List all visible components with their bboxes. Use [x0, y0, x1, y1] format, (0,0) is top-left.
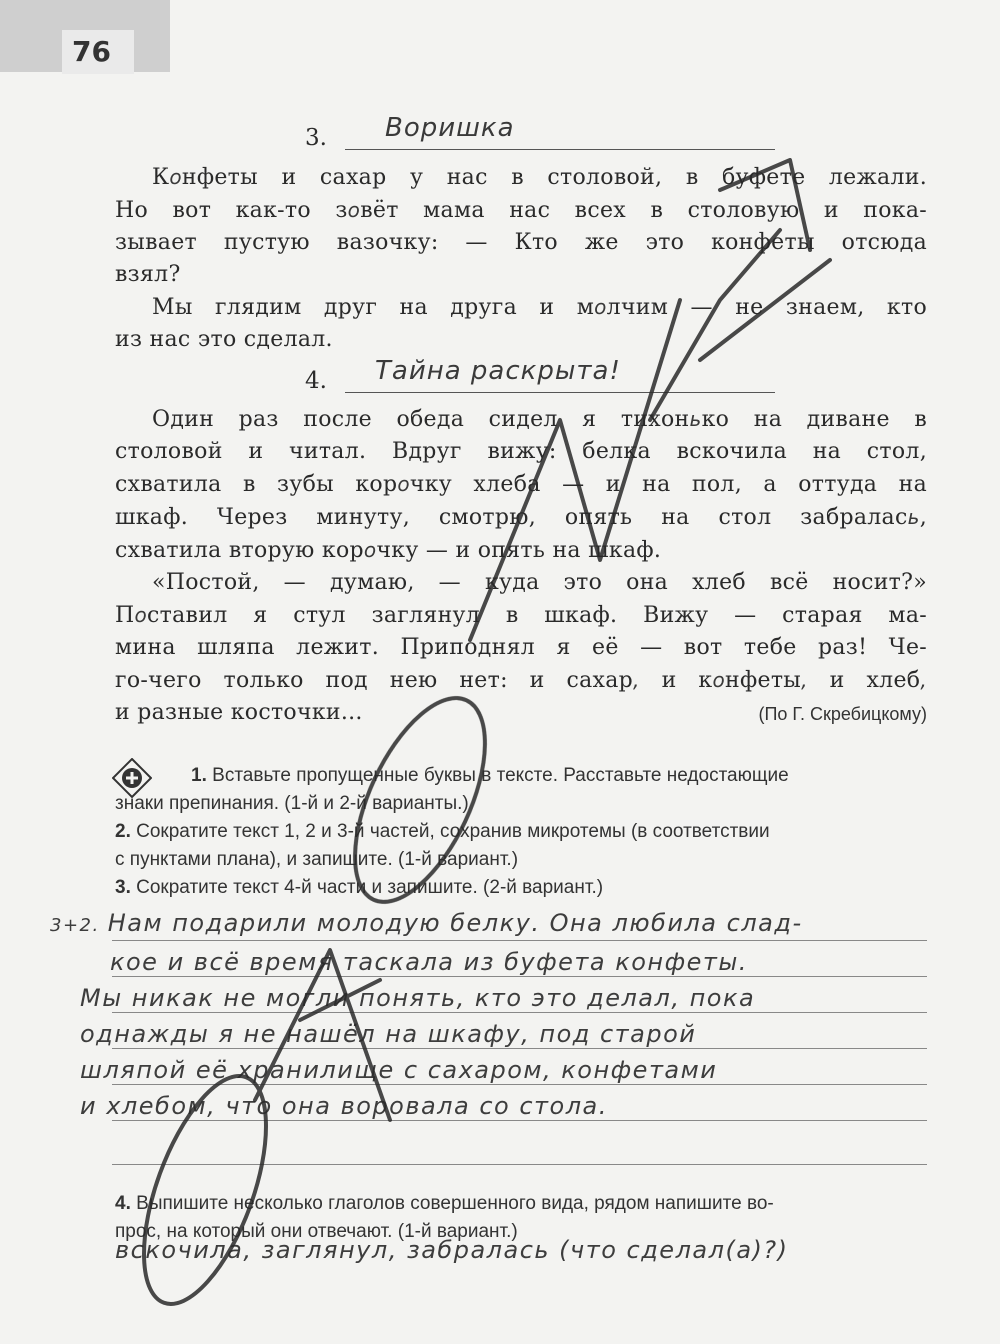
section-4-title-rule — [345, 392, 775, 393]
section-4-text — [115, 403, 927, 729]
handwritten-line: однажды я не нашёл на шкафу, под старой — [80, 1020, 697, 1048]
section-3-heading — [305, 113, 775, 155]
text-line: схватила в зубы корочку хлеба — и на пол, а оттуда на — [115, 472, 927, 497]
handwritten-task4-answer: вскочила, заглянул, забралась (что сделал(а)?) — [115, 1236, 789, 1264]
text-line: Но вот как-то зовёт мама нас всех в столовую и пока- — [115, 198, 927, 223]
section-3-number: 3. — [305, 125, 327, 151]
inserted-comma: , — [920, 668, 927, 692]
task-2: 2. Сократите текст 1, 2 и 3-й частей, сохранив микротемы (в соответствии — [115, 821, 770, 842]
ruled-line — [112, 1164, 927, 1165]
text-attribution: (По Г. Скребицкому) — [758, 704, 927, 724]
section-3-title: Воришка — [385, 113, 515, 143]
section-4-number: 4. — [305, 368, 327, 394]
text-line: взял? — [115, 262, 181, 287]
inserted-letter: о — [134, 603, 148, 627]
task-1: 1. Вставьте пропущенные буквы в тексте. Расставьте недостающие — [191, 765, 789, 786]
text-line: Один раз после обеда сидел я тихонько на диване в — [152, 407, 928, 432]
handwritten-line: шляпой её хранилище с сахаром, конфетами — [80, 1056, 718, 1084]
section-4-heading — [305, 356, 775, 398]
handwritten-line: кое и всё время таскала из буфета конфеты. — [110, 948, 748, 976]
text-line: го-чего только под нею нет: и сахар, и конфеты, и хлеб, — [115, 668, 927, 693]
handwritten-line: Мы никак не могли понять, кто это делал, пока — [80, 984, 756, 1012]
text-line: зывает пустую вазочку: — Кто же это конфеты отсюда — [115, 230, 927, 255]
section-4-title: Тайна раскрыта! — [375, 356, 621, 386]
task-list — [115, 762, 927, 902]
page-number: 76 — [62, 30, 134, 74]
answer-label: 3+2. — [50, 915, 100, 936]
text-line: мина шляпа лежит. Приподнял я её — вот тебе раз! Че- — [115, 635, 927, 660]
inserted-letter: о — [397, 472, 410, 496]
section-3-text — [115, 161, 927, 356]
text-line: шкаф. Через минуту, смотрю, опять на стол забралась, — [115, 505, 927, 530]
text-line: и разные косточки... — [115, 700, 363, 725]
handwritten-answer — [50, 905, 950, 1124]
text-line: столовой и читал. Вдруг вижу: белка вскочила на стол, — [115, 439, 927, 464]
section-3-title-rule — [345, 149, 775, 150]
inserted-letter: о — [594, 295, 607, 319]
inserted-letter: о — [712, 668, 726, 692]
task-3: 3. Сократите текст 4-й части и запишите. (2-й вариант.) — [115, 877, 604, 898]
inserted-letter: о — [363, 538, 377, 562]
handwritten-line: и хлебом, что она воровала со стола. — [80, 1092, 608, 1120]
task-4: 4. Выпишите несколько глаголов совершенного вида, рядом напишите во- прос, на который они отвечают. (1-й вариант.) — [115, 1193, 774, 1242]
text-line: Поставил я стул заглянул в шкаф. Вижу — старая ма- — [115, 603, 927, 628]
text-line: Конфеты и сахар у нас в столовой, в буфете лежали. — [152, 165, 927, 190]
inserted-letter: ь — [907, 505, 920, 529]
task-2-cont: с пунктами плана), и запишите. (1-й вариант.) — [115, 849, 519, 870]
inserted-comma: , — [633, 668, 640, 692]
inserted-letter: о — [347, 198, 361, 222]
inserted-comma: , — [801, 668, 808, 692]
text-line: из нас это сделал. — [115, 327, 333, 352]
inserted-letter: ь — [689, 407, 702, 431]
handwritten-line: 3+2. Нам подарили молодую белку. Она любила слад- — [50, 909, 803, 937]
text-line: «Постой, — думаю, — куда это она хлеб всё носит?» — [152, 570, 927, 595]
task-1-cont: знаки препинания. (1-й и 2-й варианты.) — [115, 793, 469, 814]
text-line: схватила вторую корочку — и опять на шкаф. — [115, 538, 662, 563]
inserted-letter: о — [169, 165, 182, 189]
text-line: Мы глядим друг на друга и молчим — не знаем, кто — [152, 295, 927, 320]
